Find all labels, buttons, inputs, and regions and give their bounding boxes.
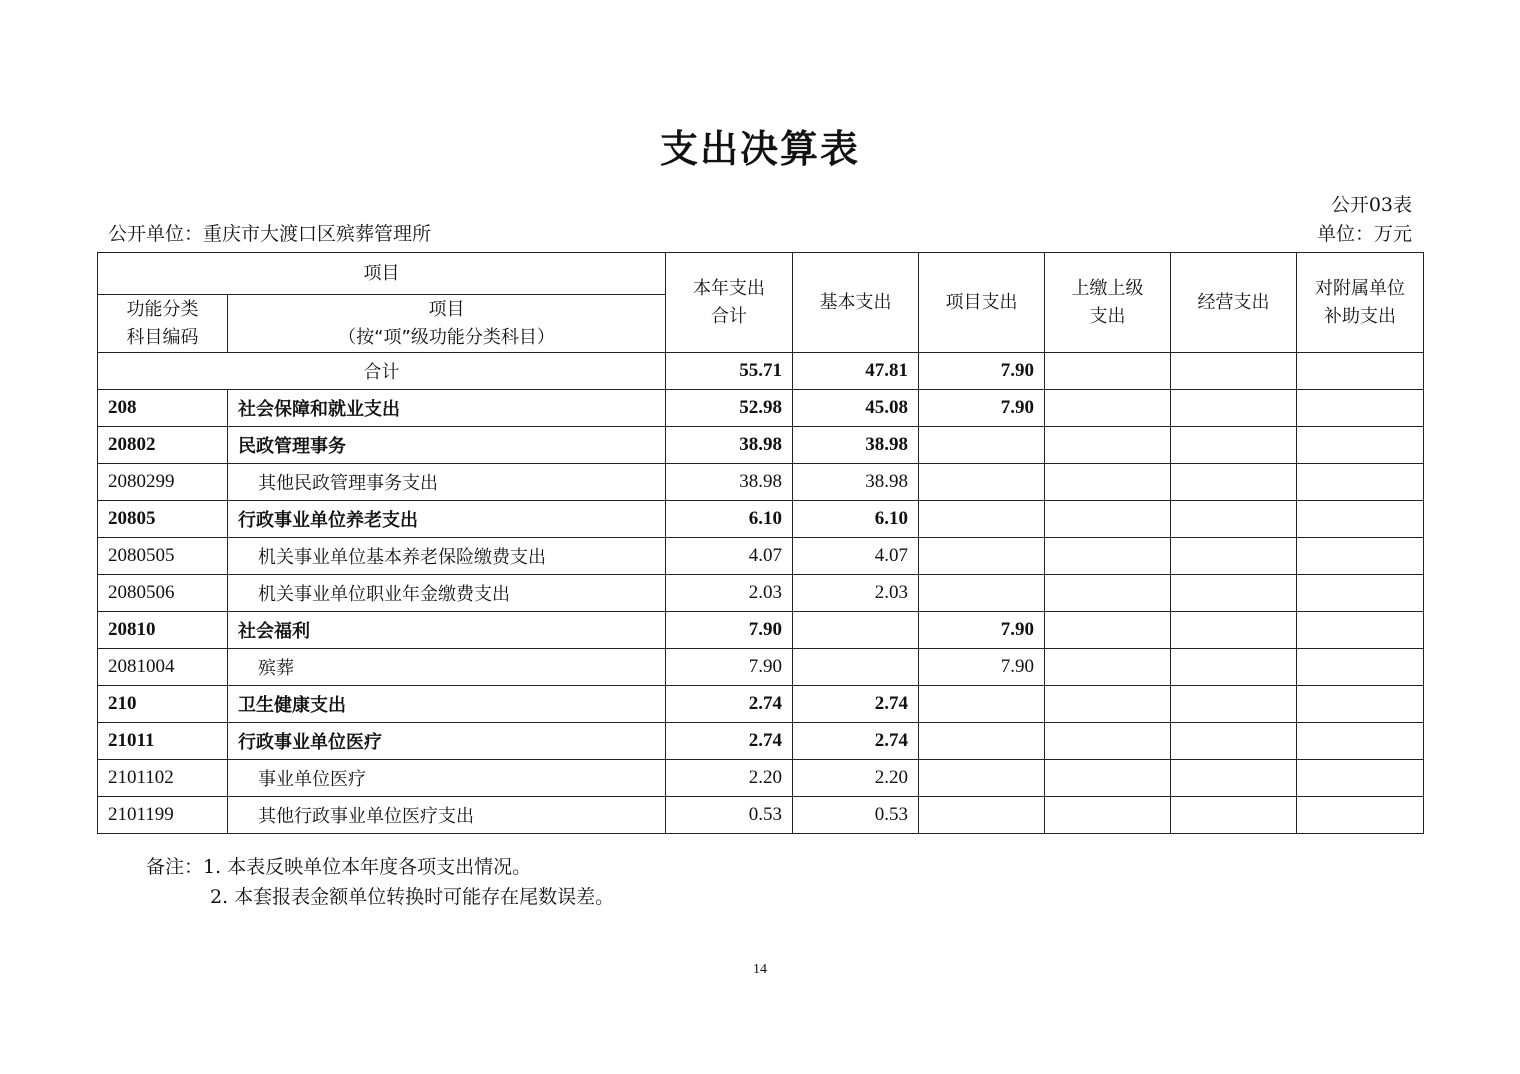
basic-cell — [793, 649, 919, 686]
total-cell: 2.20 — [666, 760, 793, 797]
business-cell — [1171, 427, 1297, 464]
total-cell: 2.03 — [666, 575, 793, 612]
project-cell: 7.90 — [919, 353, 1045, 390]
basic-cell — [793, 612, 919, 649]
basic-cell: 2.74 — [793, 686, 919, 723]
total-cell: 7.90 — [666, 649, 793, 686]
total-cell: 2.74 — [666, 686, 793, 723]
project-cell — [919, 686, 1045, 723]
name-cell: 事业单位医疗 — [228, 760, 666, 797]
upper-cell — [1045, 390, 1171, 427]
table-row — [98, 538, 1424, 575]
subsidy-cell — [1297, 353, 1424, 390]
table-row — [98, 575, 1424, 612]
basic-cell: 2.20 — [793, 760, 919, 797]
subsidy-cell — [1297, 760, 1424, 797]
basic-cell: 38.98 — [793, 427, 919, 464]
table-row — [98, 686, 1424, 723]
basic-cell: 2.74 — [793, 723, 919, 760]
header-basic: 基本支出 — [793, 253, 919, 353]
unit-line — [108, 219, 1412, 246]
code-cell: 210 — [98, 686, 228, 723]
subsidy-cell — [1297, 427, 1424, 464]
name-cell: 卫生健康支出 — [228, 686, 666, 723]
subsidy-cell — [1297, 612, 1424, 649]
total-label: 合计 — [98, 353, 666, 390]
subsidy-cell — [1297, 797, 1424, 834]
business-cell — [1171, 612, 1297, 649]
name-cell: 行政事业单位医疗 — [228, 723, 666, 760]
basic-cell: 47.81 — [793, 353, 919, 390]
basic-cell: 2.03 — [793, 575, 919, 612]
total-cell: 52.98 — [666, 390, 793, 427]
upper-cell — [1045, 612, 1171, 649]
total-row — [98, 353, 1424, 390]
subsidy-cell — [1297, 575, 1424, 612]
upper-cell — [1045, 353, 1171, 390]
project-cell: 7.90 — [919, 390, 1045, 427]
project-cell: 7.90 — [919, 612, 1045, 649]
code-cell: 2080506 — [98, 575, 228, 612]
basic-cell: 45.08 — [793, 390, 919, 427]
code-cell: 21011 — [98, 723, 228, 760]
project-cell — [919, 575, 1045, 612]
code-cell: 20810 — [98, 612, 228, 649]
upper-cell — [1045, 427, 1171, 464]
name-cell: 社会福利 — [228, 612, 666, 649]
currency-unit: 单位：万元 — [1316, 223, 1412, 245]
total-cell: 2.74 — [666, 723, 793, 760]
subsidy-cell — [1297, 464, 1424, 501]
expenditure-table — [97, 252, 1424, 834]
project-cell — [919, 538, 1045, 575]
business-cell — [1171, 575, 1297, 612]
business-cell — [1171, 649, 1297, 686]
basic-cell: 38.98 — [793, 464, 919, 501]
table-row — [98, 760, 1424, 797]
code-cell: 20802 — [98, 427, 228, 464]
total-cell: 6.10 — [666, 501, 793, 538]
header-name: 项目 （按“项”级功能分类科目） — [228, 295, 666, 353]
total-cell: 4.07 — [666, 538, 793, 575]
basic-cell: 0.53 — [793, 797, 919, 834]
header-total: 本年支出 合计 — [666, 253, 793, 353]
note-2: 2. 本套报表金额单位转换时可能存在尾数误差。 — [210, 886, 615, 908]
header-upper: 上缴上级 支出 — [1045, 253, 1171, 353]
page-number: 14 — [753, 962, 767, 977]
code-cell: 2080299 — [98, 464, 228, 501]
subsidy-cell — [1297, 649, 1424, 686]
code-cell: 208 — [98, 390, 228, 427]
code-cell: 2101199 — [98, 797, 228, 834]
basic-cell: 6.10 — [793, 501, 919, 538]
total-cell: 38.98 — [666, 427, 793, 464]
project-cell — [919, 427, 1045, 464]
table-row — [98, 723, 1424, 760]
header-item: 项目 — [98, 253, 666, 295]
business-cell — [1171, 501, 1297, 538]
table-row — [98, 649, 1424, 686]
business-cell — [1171, 464, 1297, 501]
code-cell: 2081004 — [98, 649, 228, 686]
project-cell: 7.90 — [919, 649, 1045, 686]
total-cell: 7.90 — [666, 612, 793, 649]
header-project: 项目支出 — [919, 253, 1045, 353]
code-cell: 2080505 — [98, 538, 228, 575]
upper-cell — [1045, 649, 1171, 686]
form-number: 公开03表 — [1330, 194, 1412, 216]
project-cell — [919, 797, 1045, 834]
upper-cell — [1045, 538, 1171, 575]
reporting-unit: 公开单位：重庆市大渡口区殡葬管理所 — [108, 223, 432, 245]
business-cell — [1171, 797, 1297, 834]
code-cell: 20805 — [98, 501, 228, 538]
page-title: 支出决算表 — [659, 127, 860, 171]
code-cell: 2101102 — [98, 760, 228, 797]
business-cell — [1171, 686, 1297, 723]
name-cell: 机关事业单位基本养老保险缴费支出 — [228, 538, 666, 575]
business-cell — [1171, 538, 1297, 575]
name-cell: 机关事业单位职业年金缴费支出 — [228, 575, 666, 612]
notes — [146, 852, 614, 912]
basic-cell: 4.07 — [793, 538, 919, 575]
total-cell: 0.53 — [666, 797, 793, 834]
upper-cell — [1045, 464, 1171, 501]
table-row — [98, 501, 1424, 538]
subsidy-cell — [1297, 501, 1424, 538]
name-cell: 其他行政事业单位医疗支出 — [228, 797, 666, 834]
upper-cell — [1045, 686, 1171, 723]
project-cell — [919, 723, 1045, 760]
business-cell — [1171, 390, 1297, 427]
name-cell: 其他民政管理事务支出 — [228, 464, 666, 501]
business-cell — [1171, 353, 1297, 390]
table-row — [98, 390, 1424, 427]
name-cell: 民政管理事务 — [228, 427, 666, 464]
name-cell: 社会保障和就业支出 — [228, 390, 666, 427]
business-cell — [1171, 760, 1297, 797]
table-row — [98, 797, 1424, 834]
header-code: 功能分类 科目编码 — [98, 295, 228, 353]
project-cell — [919, 760, 1045, 797]
upper-cell — [1045, 760, 1171, 797]
upper-cell — [1045, 501, 1171, 538]
table-row — [98, 464, 1424, 501]
header-business: 经营支出 — [1171, 253, 1297, 353]
subsidy-cell — [1297, 390, 1424, 427]
name-cell: 殡葬 — [228, 649, 666, 686]
upper-cell — [1045, 797, 1171, 834]
subsidy-cell — [1297, 723, 1424, 760]
note-1: 备注：1. 本表反映单位本年度各项支出情况。 — [146, 856, 532, 878]
header-subsidy: 对附属单位 补助支出 — [1297, 253, 1424, 353]
name-cell: 行政事业单位养老支出 — [228, 501, 666, 538]
total-cell: 38.98 — [666, 464, 793, 501]
business-cell — [1171, 723, 1297, 760]
table-row — [98, 612, 1424, 649]
subsidy-cell — [1297, 686, 1424, 723]
table-row — [98, 427, 1424, 464]
subsidy-cell — [1297, 538, 1424, 575]
project-cell — [919, 501, 1045, 538]
project-cell — [919, 464, 1045, 501]
upper-cell — [1045, 723, 1171, 760]
total-cell: 55.71 — [666, 353, 793, 390]
upper-cell — [1045, 575, 1171, 612]
